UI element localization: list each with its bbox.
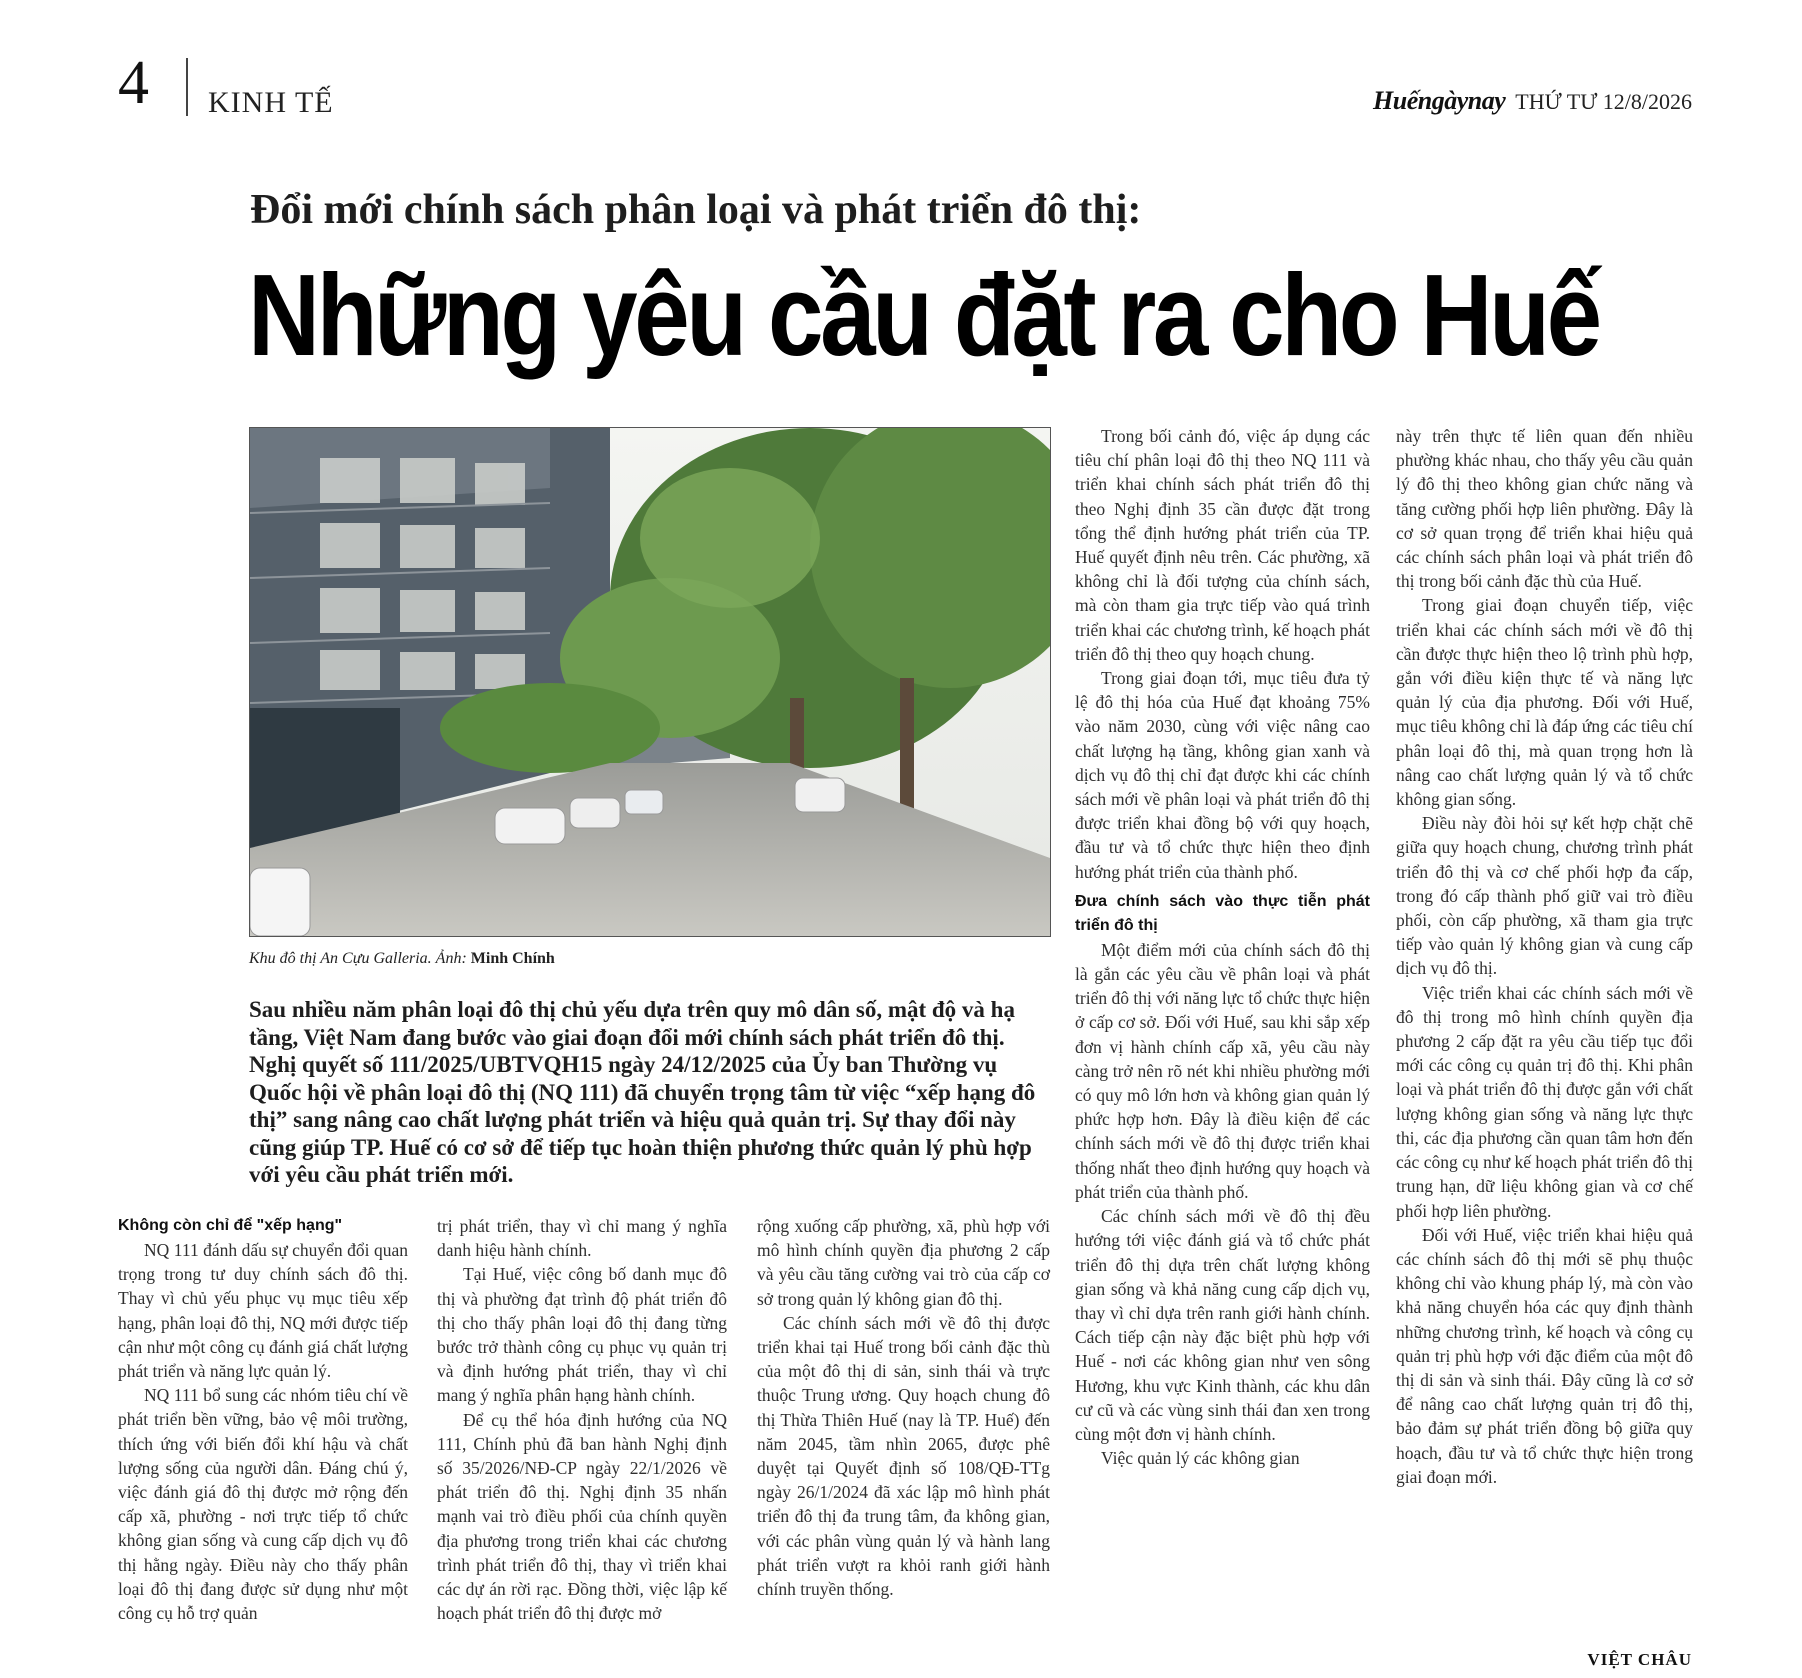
article-photo	[249, 427, 1051, 937]
body-column-3	[757, 1214, 1050, 1601]
body-column-1	[118, 1214, 408, 1625]
street-scene-illustration	[250, 428, 1050, 936]
photo-caption	[249, 950, 555, 968]
issue-date: THỨ TƯ 12/8/2026	[1515, 89, 1692, 114]
paragraph: Để cụ thể hóa định hướng của NQ 111, Chính phủ đã ban hành Nghị định số 35/2026/NĐ-CP ngày 22/1/2026 về phát triển đô thị. Nghị định 35 nhấn mạnh vai trò điều phối của chính quyền địa phương trong triển khai các chương trình phát triển đô thị, thay vì triển khai các dự án rời rạc. Đồng thời, việc lập kế hoạch phát triển đô thị được mở	[437, 1409, 727, 1624]
author-byline: VIỆT CHÂU	[1587, 1650, 1692, 1669]
paragraph: Việc triển khai các chính sách mới về đô thị trong mô hình chính quyền địa phương 2 cấp đặt ra yêu cầu tiếp tục đổi mới các công cụ quản trị đô thị. Khi phân loại và phát triển đô thị được gắn với chất lượng không gian sống và năng lực thực thi, các địa phương cần quan tâm hơn đến các công cụ như kế hoạch phát triển đô thị trung hạn, dữ liệu không gian và cơ chế phối hợp liên phường.	[1396, 982, 1693, 1221]
paragraph: Tại Huế, việc công bố danh mục đô thị và phường đạt trình độ phát triển đô thị cho thấy phân loại đô thị đang từng bước trở thành công cụ phục vụ quản trị và định hướng phát triển, thay vì chỉ mang ý nghĩa phân hạng hành chính.	[437, 1264, 727, 1406]
section-title: KINH TẾ	[208, 86, 334, 119]
paragraph: Một điểm mới của chính sách đô thị là gắn các yêu cầu về phân loại và phát triển đô thị với năng lực tổ chức thực hiện ở cấp cơ sở. Đối với Huế, sau khi sắp xếp đơn vị hành chính cấp xã, yêu cầu này càng trở nên rõ nét khi nhiều phường mới có quy mô lớn hơn và không gian quản lý phức hợp hơn. Đây là điều kiện để các chính sách mới về đô thị được triển khai thống nhất theo định hướng quy hoạch và phát triển của thành phố.	[1075, 939, 1370, 1202]
body-column-5	[1396, 424, 1693, 1489]
newspaper-logo: Huếngàynay	[1373, 86, 1506, 115]
article-headline: Những yêu cầu đặt ra cho Huế	[248, 250, 1599, 380]
paragraph: Trong giai đoạn tới, mục tiêu đưa tỷ lệ đô thị hóa của Huế đạt khoảng 75% vào năm 2030, cùng với việc nâng cao chất lượng hạ tầng, không gian xanh và dịch vụ đô thị chỉ đạt được khi các chính sách mới về phân loại và phát triển đô thị được triển khai đồng bộ với quy hoạch, đầu tư và tổ chức thực hiện theo định hướng phát triển của thành phố.	[1075, 668, 1370, 882]
paragraph: rộng xuống cấp phường, xã, phù hợp với mô hình chính quyền địa phương 2 cấp và yêu cầu tăng cường vai trò của cấp cơ sở trong quản lý không gian đô thị.	[757, 1216, 1050, 1309]
caption-credit: Minh Chính	[470, 950, 555, 967]
paragraph: Đối với Huế, việc triển khai hiệu quả các chính sách đô thị mới sẽ phụ thuộc không chỉ vào khung pháp lý, mà còn vào khả năng chuyển hóa các quy định thành những chương trình, kế hoạch và công cụ quản trị phù hợp với đặc điểm của một đô thị di sản và sinh thái. Đây cũng là cơ sở để nâng cao chất lượng quản trị đô thị, bảo đảm sự phát triển đồng bộ giữa quy hoạch, đầu tư và tổ chức thực hiện trong giai đoạn mới.	[1396, 1224, 1693, 1487]
masthead	[1373, 86, 1692, 116]
paragraph: Việc quản lý các không gian	[1101, 1448, 1300, 1469]
subheading: Không còn chỉ để "xếp hạng"	[118, 1217, 343, 1234]
subheading: Đưa chính sách vào thực tiễn phát triển đô thị	[1075, 892, 1370, 934]
paragraph: trị phát triển, thay vì chỉ mang ý nghĩa danh hiệu hành chính.	[437, 1216, 727, 1261]
paragraph: Các chính sách mới về đô thị đều hướng tới việc đánh giá và tổ chức phát triển đô thị dựa trên chất lượng không gian sống và khả năng cung cấp dịch vụ, thay vì chỉ dựa trên ranh giới hành chính. Cách tiếp cận này đặc biệt phù hợp với Huế - nơi các không gian như ven sông Hương, khu vực Kinh thành, các khu dân cư cũ và các vùng sinh thái đan xen trong cùng một đơn vị hành chính.	[1075, 1206, 1370, 1444]
header-divider	[186, 58, 188, 116]
article-kicker: Đổi mới chính sách phân loại và phát triển đô thị:	[250, 187, 1142, 233]
caption-text: Khu đô thị An Cựu Galleria. Ảnh:	[249, 950, 467, 967]
body-column-2	[437, 1214, 727, 1625]
paragraph: Điều này đòi hỏi sự kết hợp chặt chẽ giữa quy hoạch chung, chương trình phát triển đô thị và cơ chế phối hợp đa cấp, trong đó cấp thành phố giữ vai trò điều phối, còn cấp phường, xã tham gia trực tiếp vào quản lý không gian và cung cấp dịch vụ đô thị.	[1396, 813, 1693, 979]
paragraph: NQ 111 đánh dấu sự chuyển đổi quan trọng trong tư duy chính sách đô thị. Thay vì chủ yếu phục vụ mục tiêu xếp hạng, phân loại đô thị, NQ mới được tiếp cận như một công cụ đánh giá chất lượng phát triển và năng lực quản lý.	[118, 1240, 408, 1382]
paragraph: NQ 111 bổ sung các nhóm tiêu chí về phát triển bền vững, bảo vệ môi trường, thích ứng với biến đổi khí hậu và chất lượng sống của người dân. Đáng chú ý, việc đánh giá đô thị được mở rộng đến cấp xã, phường - nơi trực tiếp tổ chức không gian sống và cung cấp dịch vụ đô thị hằng ngày. Điều này cho thấy phân loại đô thị đang được sử dụng như một công cụ hỗ trợ quản	[118, 1385, 408, 1624]
page-number: 4	[118, 49, 149, 117]
paragraph: Trong bối cảnh đó, việc áp dụng các tiêu chí phân loại đô thị theo NQ 111 và triển khai chính sách phát triển đô thị theo Nghị định 35 cần được đặt trong tổng thể định hướng phát triển của TP. Huế quyết định nêu trên. Các phường, xã không chỉ là đối tượng của chính sách, mà còn tham gia trực tiếp vào quá trình triển khai các chương trình, kế hoạch phát triển đô thị theo quy hoạch chung.	[1075, 426, 1370, 664]
body-column-4	[1075, 424, 1370, 1470]
paragraph: Các chính sách mới về đô thị được triển khai tại Huế trong bối cảnh đặc thù của một đô thị di sản, sinh thái và trực thuộc Trung ương. Quy hoạch chung đô thị Thừa Thiên Huế (nay là TP. Huế) đến năm 2045, tầm nhìn 2065, được phê duyệt tại Quyết định số 108/QĐ-TTg ngày 26/1/2024 đã xác lập mô hình phát triển đô thị đa trung tâm, đa không gian, với các phân vùng quản lý và hành lang phát triển vượt ra khỏi ranh giới hành chính truyền thống.	[757, 1312, 1050, 1600]
article-lead: Sau nhiều năm phân loại đô thị chủ yếu dựa trên quy mô dân số, mật độ và hạ tầng, Việt Nam đang bước vào giai đoạn đổi mới chính sách phát triển đô thị. Nghị quyết số 111/2025/UBTVQH15 ngày 24/12/2025 của Ủy ban Thường vụ Quốc hội về phân loại đô thị (NQ 111) đã chuyển trọng tâm từ việc “xếp hạng đô thị” sang nâng cao chất lượng phát triển và hiệu quả quản trị. Sự thay đổi này cũng giúp TP. Huế có cơ sở để tiếp tục hoàn thiện phương thức quản lý phù hợp với yêu cầu phát triển mới.	[249, 997, 1036, 1187]
paragraph: Trong giai đoạn chuyển tiếp, việc triển khai các chính sách mới về đô thị cần được thực hiện theo lộ trình phù hợp, gắn với điều kiện thực tế và năng lực quản lý của địa phương. Đối với Huế, mục tiêu không chỉ là đáp ứng các tiêu chí phân loại đô thị, mà quan trọng hơn là nâng cao chất lượng quản lý và tổ chức không gian sống.	[1396, 595, 1693, 810]
paragraph: này trên thực tế liên quan đến nhiều phường khác nhau, cho thấy yêu cầu quản lý đô thị theo không gian chức năng và tăng cường phối hợp liên phường. Đây là cơ sở quan trọng để triển khai hiệu quả các chính sách phân loại và phát triển đô thị trong bối cảnh đặc thù của Huế.	[1396, 426, 1693, 592]
